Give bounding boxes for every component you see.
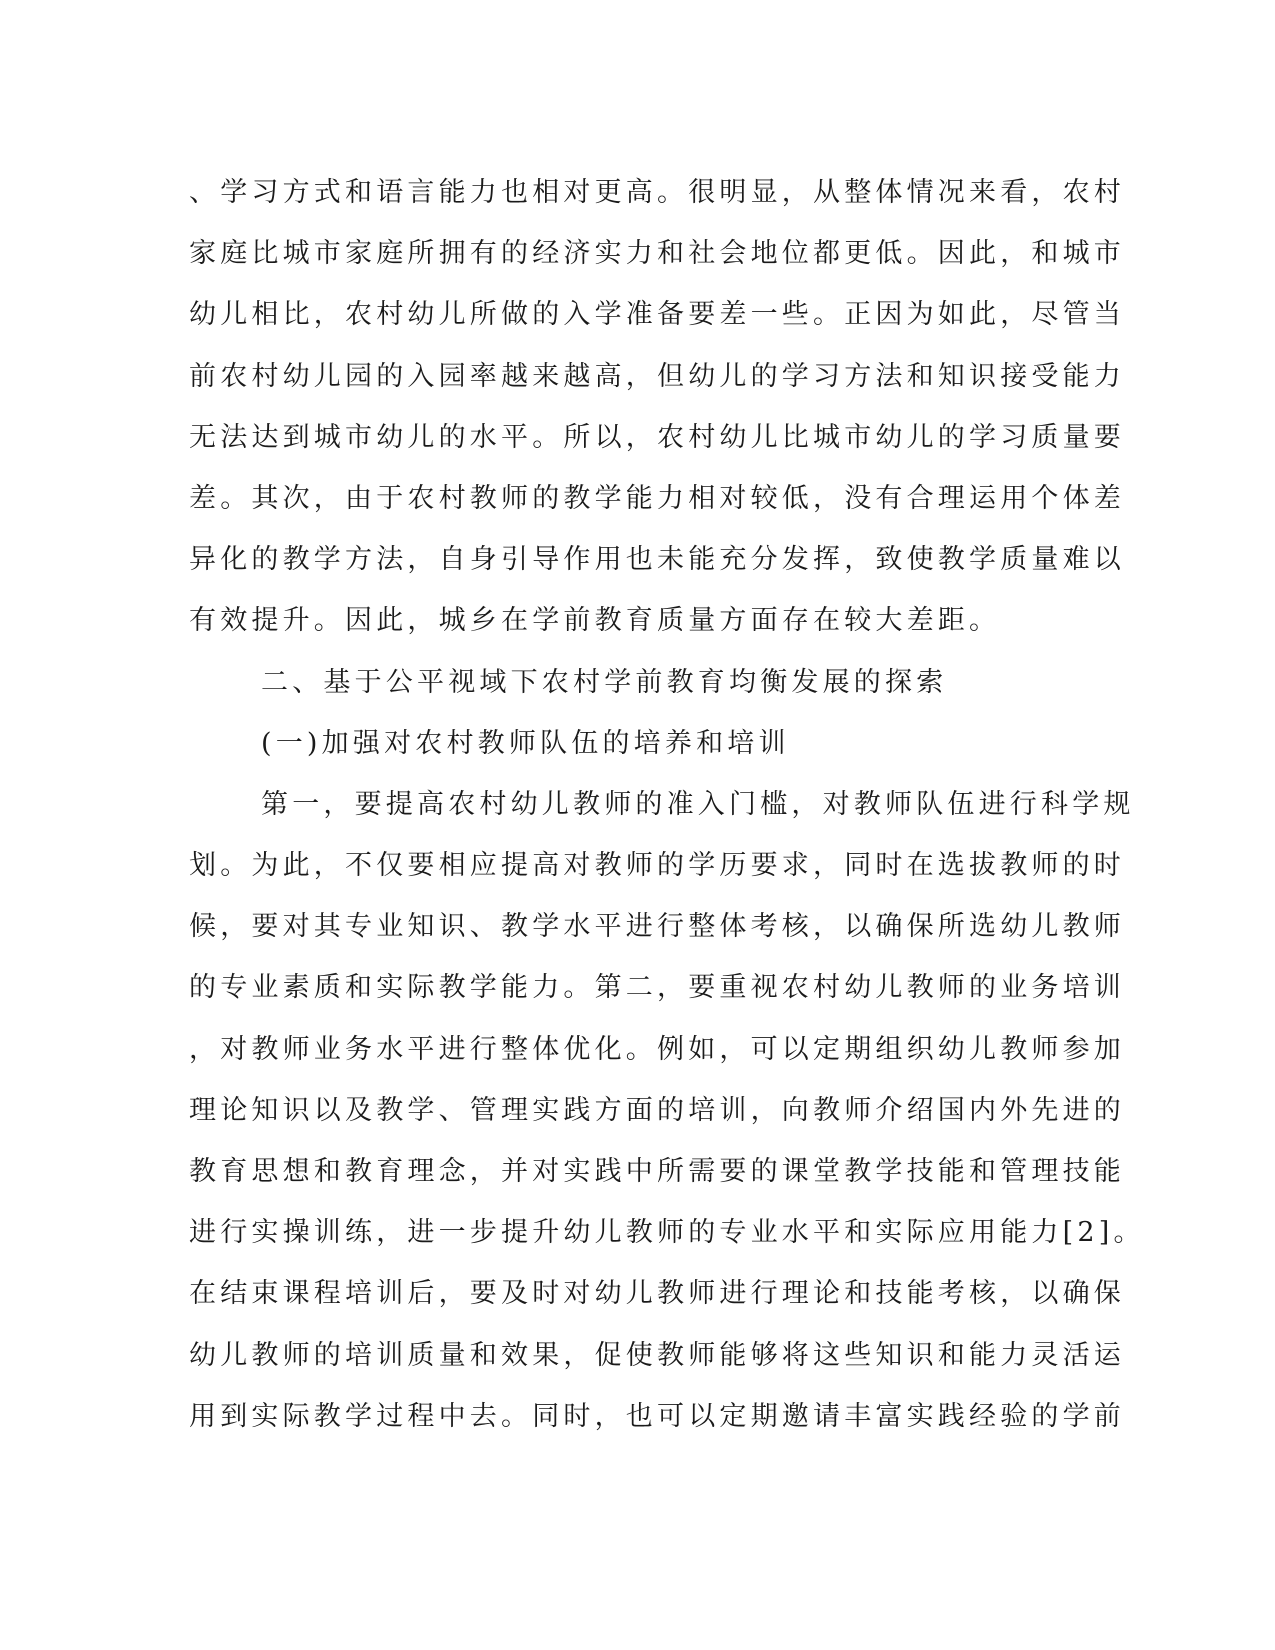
text-line: ，对教师业务水平进行整体优化。例如，可以定期组织幼儿教师参加: [189, 1033, 1125, 1065]
text-line: 有效提升。因此，城乡在学前教育质量方面存在较大差距。: [189, 605, 1001, 637]
body-text: [189, 162, 1145, 1447]
text-line: 差。其次，由于农村教师的教学能力相对较低，没有合理运用个体差: [189, 482, 1125, 514]
text-line: 的专业素质和实际教学能力。第二，要重视农村幼儿教师的业务培训: [189, 972, 1125, 1004]
text-line: 进行实操训练，进一步提升幼儿教师的专业水平和实际应用能力[2]。: [189, 1217, 1145, 1249]
text-line: 教育思想和教育理念，并对实践中所需要的课堂教学技能和管理技能: [189, 1156, 1125, 1187]
text-line: 理论知识以及教学、管理实践方面的培训，向教师介绍国内外先进的: [189, 1094, 1125, 1126]
text-line: 幼儿相比，农村幼儿所做的入学准备要差一些。正因为如此，尽管当: [189, 299, 1125, 331]
subsection-heading: (一)加强对农村教师队伍的培养和培训: [261, 727, 790, 759]
text-line: 无法达到城市幼儿的水平。所以，农村幼儿比城市幼儿的学习质量要: [189, 421, 1125, 453]
text-line: 划。为此，不仅要相应提高对教师的学历要求，同时在选拔教师的时: [189, 850, 1125, 882]
text-line: 异化的教学方法，自身引导作用也未能充分发挥，致使教学质量难以: [189, 544, 1125, 576]
text-line: 候，要对其专业知识、教学水平进行整体考核，以确保所选幼儿教师: [189, 911, 1125, 943]
text-line: 第一，要提高农村幼儿教师的准入门槛，对教师队伍进行科学规: [261, 788, 1135, 820]
text-line: 用到实际教学过程中去。同时，也可以定期邀请丰富实践经验的学前: [189, 1400, 1125, 1432]
text-line: 在结束课程培训后，要及时对幼儿教师进行理论和技能考核，以确保: [189, 1278, 1125, 1310]
text-line: 、学习方式和语言能力也相对更高。很明显，从整体情况来看，农村: [189, 177, 1125, 208]
text-line: 家庭比城市家庭所拥有的经济实力和社会地位都更低。因此，和城市: [189, 238, 1125, 270]
section-heading: 二、基于公平视域下农村学前教育均衡发展的探索: [261, 666, 948, 698]
text-line: 前农村幼儿园的入园率越来越高，但幼儿的学习方法和知识接受能力: [189, 360, 1125, 392]
text-line: 幼儿教师的培训质量和效果，促使教师能够将这些知识和能力灵活运: [189, 1339, 1125, 1371]
